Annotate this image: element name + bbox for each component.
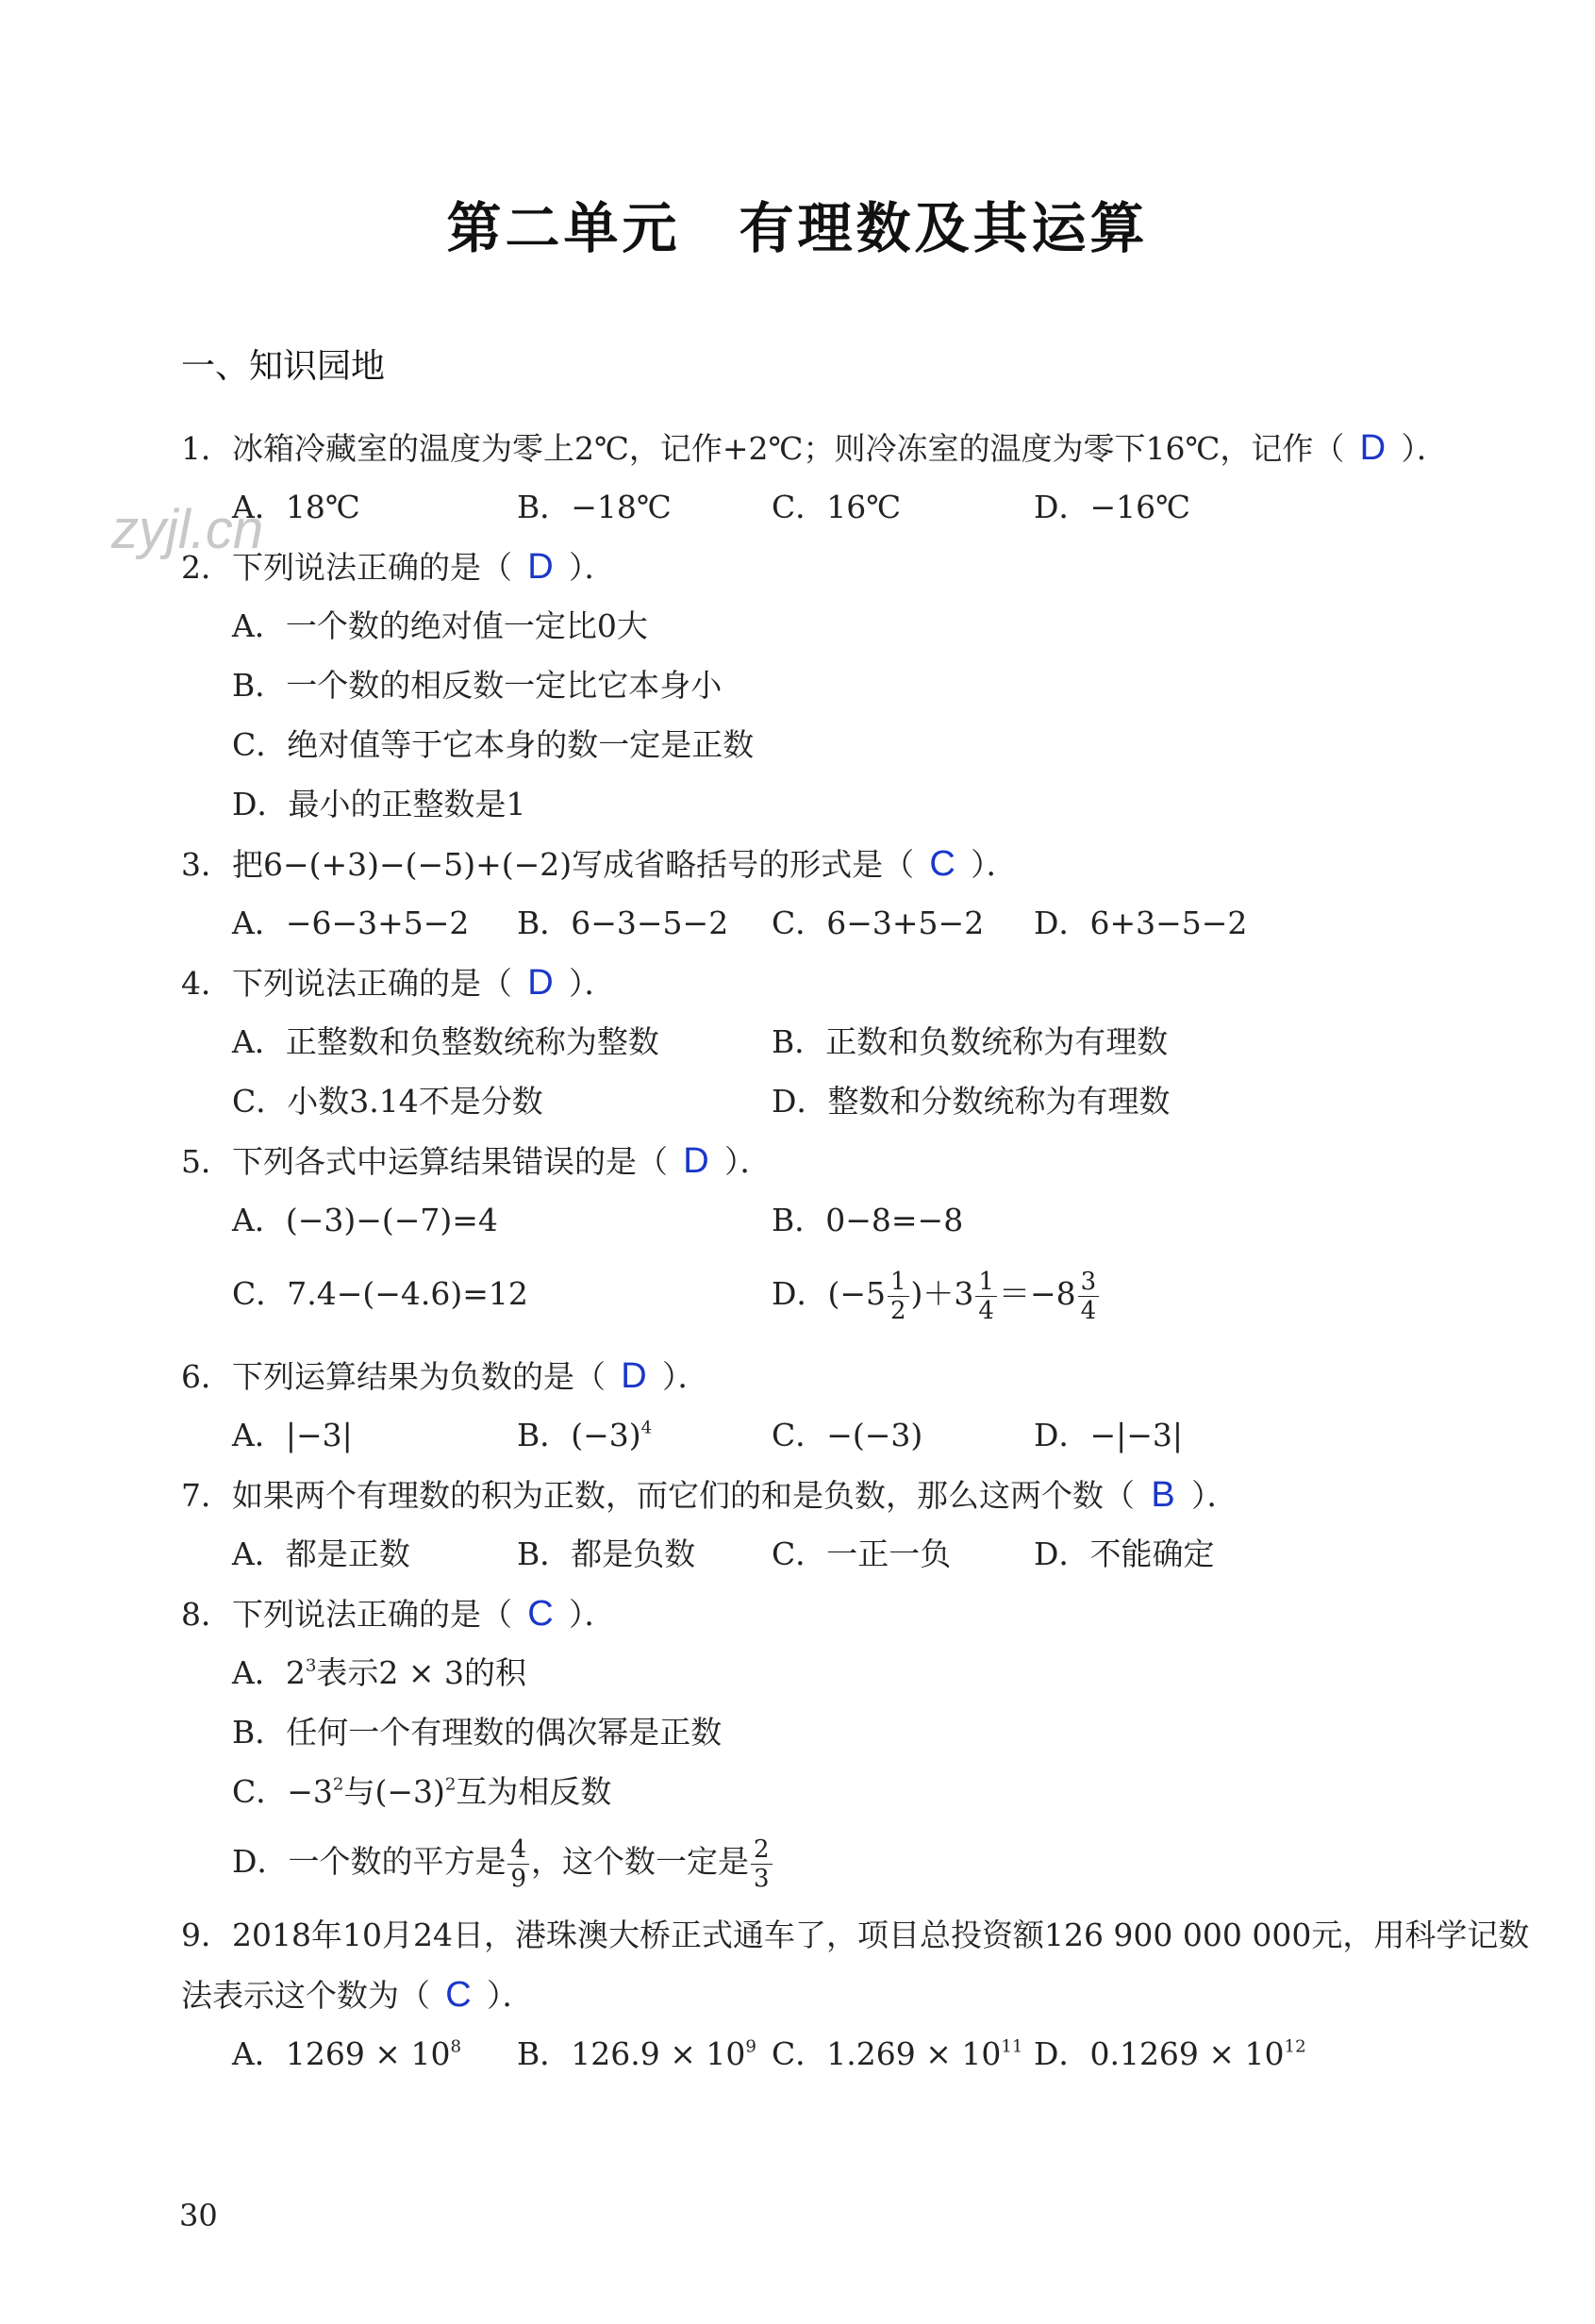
- question-8-stem: 8．下列说法正确的是（ C ）．: [181, 1594, 616, 1634]
- q5-option-a: A．(−3)−(−7)=4: [232, 1202, 498, 1238]
- q3-option-b: B．6−3−5−2: [517, 905, 729, 941]
- fraction: $\frac{1}{2}$: [888, 1268, 909, 1325]
- fraction: $\frac{4}{9}$: [507, 1835, 529, 1893]
- question-2-stem: 2．下列说法正确的是（ D ）．: [181, 547, 616, 587]
- question-4-stem: 4．下列说法正确的是（ D ）．: [181, 963, 616, 1003]
- question-3-stem: 3．把6−(+3)−(−5)+(−2)写成省略括号的形式是（ C ）．: [181, 844, 1018, 884]
- q4-option-c: C．小数3.14不是分数: [232, 1083, 543, 1120]
- question-1-stem: 1．冰箱冷藏室的温度为零上2℃，记作+2℃；则冷冻室的温度为零下16℃，记作（ D ）．: [181, 428, 1448, 468]
- q2-option-b: B．一个数的相反数一定比它本身小: [232, 667, 723, 704]
- q8-option-d: D．一个数的平方是 $\frac{4}{9}$ ，这个数一定是 $\frac{2}{3}$: [232, 1828, 774, 1896]
- q7-option-b: B．都是负数: [517, 1536, 696, 1572]
- q8-option-c: C．$-3^2$与$(-3)^2$互为相反数: [232, 1773, 612, 1810]
- q5-option-b: B．0−8=−8: [772, 1202, 964, 1238]
- fraction: $\frac{3}{4}$: [1078, 1268, 1100, 1325]
- q5-option-c: C．7.4−(−4.6)=12: [232, 1275, 528, 1312]
- question-9-stem-cont: 法表示这个数为（ C ）．: [181, 1975, 534, 2015]
- question-9-stem: 9．2018年10月24日，港珠澳大桥正式通车了，项目总投资额126 900 000 000元，用科学记数: [181, 1917, 1530, 1953]
- q6-option-d: D．−|−3|: [1034, 1417, 1183, 1453]
- q4-option-d: D．整数和分数统称为有理数: [772, 1083, 1171, 1120]
- q2-option-a: A．一个数的绝对值一定比0大: [232, 607, 648, 644]
- q8-option-b: B．任何一个有理数的偶次幂是正数: [232, 1714, 723, 1751]
- q4-option-a: A．正整数和负整数统称为整数: [232, 1023, 659, 1060]
- watermark: zyjl.cn: [111, 499, 264, 560]
- question-6-stem: 6．下列运算结果为负数的是（ D ）．: [181, 1356, 709, 1396]
- q6-option-c: C．−(−3): [772, 1417, 923, 1453]
- q9-option-d: D．$0.1269 \times 10^{12}$: [1034, 2035, 1306, 2072]
- question-5-stem: 5．下列各式中运算结果错误的是（ D ）．: [181, 1141, 772, 1181]
- q3-option-d: D．6+3−5−2: [1034, 905, 1248, 941]
- q1-option-b: B．−18℃: [517, 489, 672, 525]
- answer-6: D: [621, 1356, 647, 1396]
- q2-option-d: D．最小的正整数是1: [232, 786, 526, 822]
- q3-option-a: A．−6−3+5−2: [232, 905, 470, 941]
- answer-3: C: [929, 844, 955, 884]
- q9-option-a: A．$1269 \times 10^8$: [232, 2035, 461, 2072]
- answer-5: D: [683, 1141, 709, 1181]
- q4-option-b: B．正数和负数统称为有理数: [772, 1023, 1169, 1060]
- q9-option-c: C．$1.269 \times 10^{11}$: [772, 2035, 1023, 2072]
- answer-1: D: [1359, 428, 1387, 468]
- answer-2: D: [527, 547, 554, 587]
- q7-option-c: C．一正一负: [772, 1536, 952, 1572]
- q1-option-c: C．16℃: [772, 489, 902, 525]
- q5-option-d: D．(−5 $\frac{1}{2}$ )＋3 $\frac{1}{4}$ ＝−8 $\frac{3}{4}$: [772, 1260, 1101, 1328]
- q2-option-c: C．绝对值等于它本身的数一定是正数: [232, 726, 755, 763]
- question-7-stem: 7．如果两个有理数的积为正数，而它们的和是负数，那么这两个数（ B ）．: [181, 1475, 1238, 1515]
- q1-option-d: D．−16℃: [1034, 489, 1191, 525]
- q7-option-d: D．不能确定: [1034, 1536, 1215, 1572]
- q3-option-c: C．6−3+5−2: [772, 905, 985, 941]
- q6-option-a: A．|−3|: [232, 1417, 353, 1453]
- answer-9: C: [445, 1975, 472, 2015]
- q7-option-a: A．都是正数: [232, 1536, 410, 1572]
- q9-option-b: B．$126.9 \times 10^9$: [517, 2035, 756, 2072]
- q6-option-b: B．$(-3)^4$: [517, 1417, 653, 1453]
- section-heading: 一、知识园地: [181, 347, 386, 386]
- fraction: $\frac{1}{4}$: [975, 1268, 997, 1325]
- answer-8: C: [527, 1594, 554, 1634]
- q1-option-a: A．18℃: [232, 489, 360, 525]
- answer-7: B: [1151, 1475, 1175, 1515]
- page-title: 第二单元 有理数及其运算: [446, 196, 1149, 260]
- page-number: 30: [179, 2198, 218, 2233]
- fraction: $\frac{2}{3}$: [751, 1835, 773, 1893]
- answer-4: D: [527, 963, 554, 1003]
- q8-option-a: A．$2^3$表示2 × 3的积: [232, 1654, 526, 1691]
